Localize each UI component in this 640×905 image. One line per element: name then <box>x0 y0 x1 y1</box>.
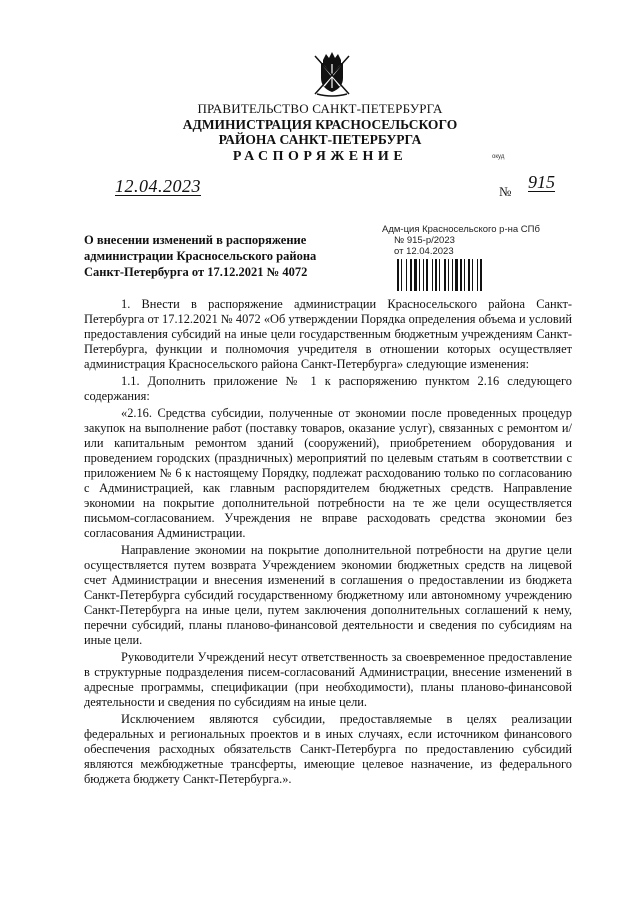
document-body <box>84 297 572 787</box>
subject-line: Санкт-Петербурга от 17.12.2021 № 4072 <box>84 265 308 279</box>
subject-line: О внесении изменений в распоряжение <box>84 233 307 247</box>
stamp-office: Адм-ция Красносельского р-на СПб <box>382 224 540 235</box>
document-type-title: РАСПОРЯЖЕНИЕ <box>232 149 408 164</box>
body-paragraph: Руководители Учреждений несут ответственность за своевременное предоставление в структурные подразделения писем-согласований Администрации, внесение изменений в адресные программы, спецификации (при необходимости), планы планово-финансовой деятельности и сведения по субсидиям на иные цели. <box>84 650 572 709</box>
body-paragraph: Исключением являются субсидии, предоставляемые в целях реализации федеральных и региональных проектов и в иных случаях, если источником финансового обеспечения расходных обязательств Санкт-Петербурга по предоставлению субсидий являются межбюджетные трансферты, имеющие целевое назначение, из федерального бюджета бюджету Санкт-Петербурга.». <box>84 712 572 786</box>
body-paragraph: 1.1. Дополнить приложение № 1 к распоряжению пунктом 2.16 следующего содержания: <box>84 374 572 403</box>
stamp-date: от 12.04.2023 <box>394 246 454 257</box>
administration-name-line1: АДМИНИСТРАЦИЯ КРАСНОСЕЛЬСКОГО <box>182 117 458 132</box>
barcode-icon <box>397 259 501 291</box>
body-paragraph: «2.16. Средства субсидии, полученные от экономии после проведенных процедур закупок на выполнение работ (поставку товаров, оказание услуг), связанных с ремонтом и/или капитальным ремонтом зданий (сооружений), приобретением оборудования и проведением городских (праздничных) мероприятий по целевым статьям в соответствии с приложением № 6 к настоящему Порядку, подлежат расходованию только по согласованию с Администрацией, как главным распорядителем бюджетных средств. Направление экономии на покрытие дополнительной потребности на те же цели осуществляется письмом-согласованием. Учреждения не вправе расходовать средства экономии без согласования Администрации. <box>84 406 572 540</box>
body-paragraph: Направление экономии на покрытие дополнительной потребности на другие цели осуществляется путем возврата Учреждением экономии бюджетных средств на лицевой счет Администрации и внесения изменений в соглашения о предоставлении из бюджета Санкт-Петербурга субсидий государственному бюджетному или автономному учреждению Санкт-Петербурга на иные цели, путем заключения дополнительных соглашений к нему, перечни субсидий, планы планово-финансовой деятельности и сведения по субсидиям на иные цели. <box>84 543 572 647</box>
government-name: ПРАВИТЕЛЬСТВО САНКТ-ПЕТЕРБУРГА <box>197 101 443 116</box>
body-paragraph: 1. Внести в распоряжение администрации Красносельского района Санкт-Петербурга от 17.12.2021 № 4072 «Об утверждении Порядка определения объема и условий предоставления субсидий на иные цели государственным бюджетным учреждениям Санкт-Петербурга, функции и полномочия учредителя в отношении которых осуществляет администрация Красносельского района Санкт-Петербурга» следующие изменения: <box>84 297 572 371</box>
subject-line: администрации Красносельского района <box>84 249 317 263</box>
coat-of-arms-icon <box>307 50 357 98</box>
stamp-number: № 915-р/2023 <box>394 235 455 246</box>
administration-name-line2: РАЙОНА САНКТ-ПЕТЕРБУРГА <box>218 132 422 147</box>
handwritten-date: 12.04.2023 <box>115 176 201 196</box>
registration-stamp <box>382 224 540 257</box>
number-sign: № <box>499 184 512 199</box>
document-subject <box>84 232 354 280</box>
handwritten-number: 915 <box>528 172 555 192</box>
okud-label: окуд <box>492 154 505 160</box>
